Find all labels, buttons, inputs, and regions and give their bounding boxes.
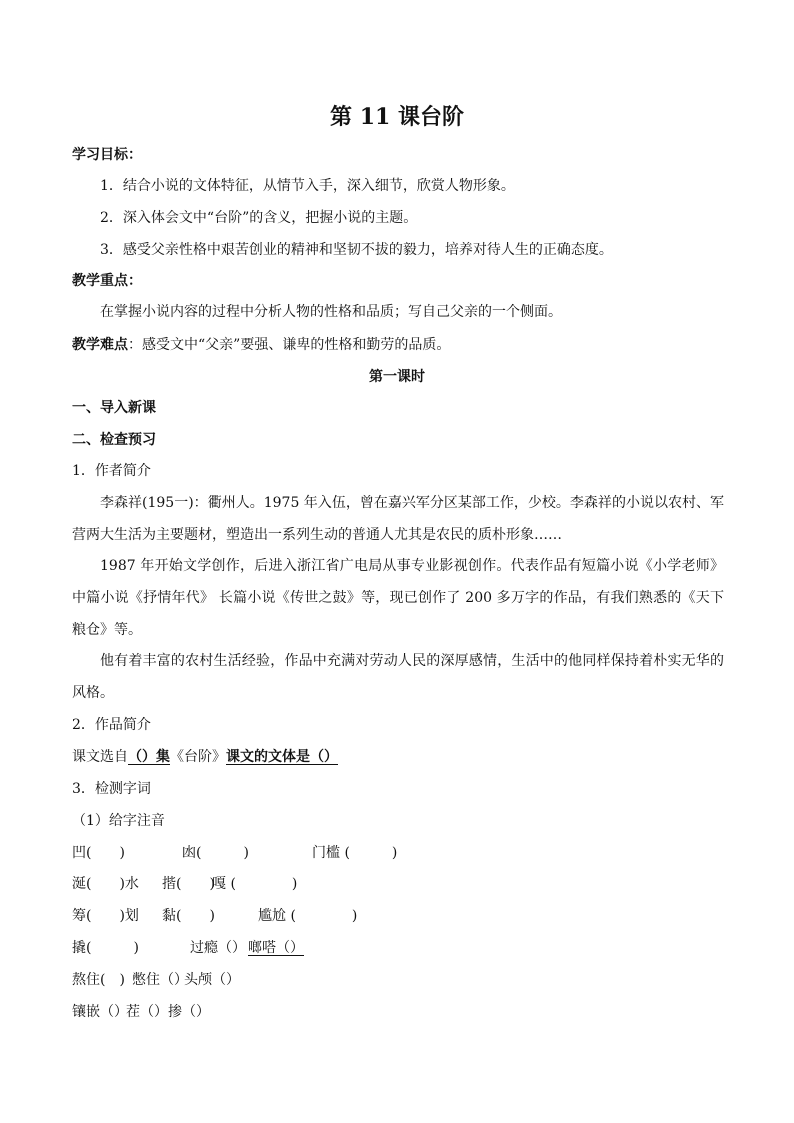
vocab-heading: 3．检测字词 [72, 781, 151, 797]
vocab-item: 凹( ) [72, 845, 125, 861]
vocab-item: 嘎 ( ) [212, 876, 298, 892]
author-paragraph-3: 他有着丰富的农村生活经验，作品中充满对劳动人民的深厚感情，生活中的他同样保持着朴实无华的风格。 [72, 653, 724, 701]
vocab-subheading: （1）给字注音 [72, 813, 165, 829]
vocab-row [72, 938, 724, 958]
lesson-heading: 第一课时 [369, 369, 425, 385]
vocab-item: 撬( ) [72, 940, 139, 956]
vocab-item: 啷嗒（） [248, 940, 304, 956]
vocab-item: 头颅（） [184, 972, 240, 988]
vocab-item: 尴尬 ( ) [258, 908, 358, 924]
vocab-item: 筹( )划 [72, 908, 139, 924]
goal-item-2: 2．深入体会文中“台阶”的含义，把握小说的主题。 [100, 210, 418, 226]
page-title: 第 11 课台阶 [330, 104, 464, 130]
key-points-text: 在掌握小说内容的过程中分析人物的性格和品质；写自己父亲的一个侧面。 [100, 304, 562, 320]
goals-heading: 学习目标： [72, 147, 142, 163]
goal-item-1: 1．结合小说的文体特征，从情节入手，深入细节，欣赏人物形象。 [100, 178, 515, 194]
vocab-row [72, 843, 724, 863]
vocab-item: 掺（） [168, 1004, 210, 1020]
vocab-item: 黏( ) [162, 908, 215, 924]
author-heading: 1．作者简介 [72, 463, 151, 479]
vocab-row [72, 906, 724, 926]
vocab-item: 凼( ) [182, 845, 249, 861]
vocab-item: 熬住( ) [72, 972, 125, 988]
goal-item-3: 3．感受父亲性格中艰苦创业的精神和坚韧不拔的毅力，培养对待人生的正确态度。 [100, 242, 613, 258]
work-genre-blank: 课文的文体是（） [226, 749, 338, 765]
vocab-item: 镶嵌（） [72, 1004, 128, 1020]
work-title: 《台阶》 [170, 749, 226, 765]
author-paragraph-1: 李森祥(195一)：衢州人。1975 年入伍，曾在嘉兴军分区某部工作，少校。李森祥的小说以农村、军营两大生活为主要题材，塑造出一系列生动的普通人尤其是农民的质朴形象…… [72, 495, 724, 543]
vocab-item: 揩( ) [162, 876, 215, 892]
vocab-row [72, 1002, 724, 1022]
work-intro-line [72, 747, 724, 767]
section-heading-1: 一、导入新课 [72, 400, 156, 416]
work-heading: 2．作品简介 [72, 717, 151, 733]
vocab-item: 茬（） [126, 1004, 168, 1020]
work-blank-collection: （）集 [128, 749, 170, 765]
difficulty-text: ：感受文中“父亲”要强、谦卑的性格和勤劳的品质。 [128, 337, 451, 353]
vocab-item: 涎( )水 [72, 876, 139, 892]
difficulty-label: 教学难点 [72, 337, 128, 353]
work-prefix: 课文选自 [72, 749, 128, 765]
section-heading-2: 二、检查预习 [72, 432, 156, 448]
vocab-item: 门槛 ( ) [312, 845, 398, 861]
vocab-row [72, 970, 724, 990]
vocab-row [72, 874, 724, 894]
vocab-item: 过瘾（） [190, 940, 246, 956]
vocab-item: 憋住（） [132, 972, 188, 988]
difficulty-line [72, 335, 724, 355]
key-points-heading: 教学重点： [72, 273, 142, 289]
author-paragraph-2: 1987 年开始文学创作，后进入浙江省广电局从事专业影视创作。代表作品有短篇小说《小学老师》 中篇小说《抒情年代》 长篇小说《传世之鼓》等，现已创作了 200 多万字的作品，有我们熟悉的《天下粮仓》等。 [72, 558, 724, 638]
